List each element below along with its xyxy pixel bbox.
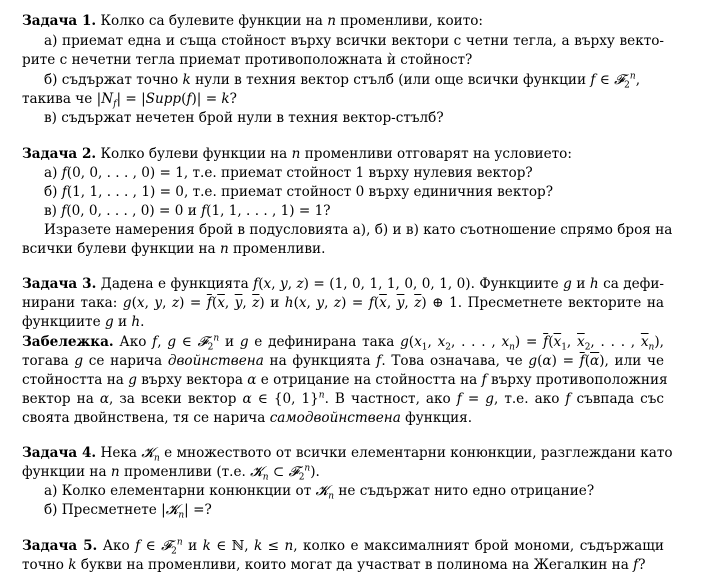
problem-4-line-4: б) Пресметнете |𝓚$_n$| =?	[44, 502, 212, 521]
problem-4-line-2: функции на n променливи (т.е. 𝓚$_n$ ⊂ 𝓕$_2^n$).	[22, 463, 320, 483]
problem-5-line-1: Задача 5. Ако f ∈ 𝓕$_2^n$ и k ∈ ℕ, k ≤ n, колко е максималният брой мономи, съдържащи	[22, 537, 664, 557]
problem-4-line-3: а) Колко елементарни конюнкции от 𝓚$_n$ не съдържат нито едно отрицание?	[44, 483, 595, 502]
problem-1-line-6: в) съдържат нечетен брой нули в техния вектор-стълб?	[44, 110, 444, 126]
problem-2-line-6: всички булеви функции на n променливи.	[22, 241, 326, 257]
note-line-4: вектор на α, за всеки вектор α ∈ {0, 1}$^n$. В частност, ако f = g, т.е. ако f съвпада със	[22, 390, 664, 407]
problem-5-line-2: точно k букви на променливи, които могат да участват в полинома на Жегалкин на f?	[22, 557, 646, 573]
note-line-2: тогава g се нарича двойнствена на функцията f. Това означава, че $g(\alpha) = \overline{f}(\overline{\alpha})$, или че	[22, 353, 665, 369]
problem-2-line-4: в) f(0, 0, . . . , 0) = 0 и f(1, 1, . . . , 1) = 1?	[44, 203, 331, 219]
problem-2-line-5: Изразете намерения брой в подусловията а), б) и в) като съотношение спрямо броя на	[44, 222, 673, 238]
problem-1-line-5: такива че $|N_f|$ = |Supp(f)| = k?	[22, 91, 237, 110]
problem-2-title: Задача 2.	[22, 146, 97, 162]
problem-3-line-1: Задача 3. Дадена е функцията f(x, y, z) = (1, 0, 1, 1, 0, 0, 1, 0). Функциите g и h са дефи-	[22, 276, 664, 292]
problem-4-line-1: Задача 4. Нека 𝓚$_n$ е множеството от всички елементарни конюнкции, разглеждани като	[22, 445, 673, 464]
problem-1-line-3: рите с нечетни тегла приемат противоположната ѝ стойност?	[22, 52, 473, 68]
problem-3-title: Задача 3.	[22, 276, 97, 292]
note-line-5: своята двойнствена, тя се нарича самодвойнствена функция.	[22, 410, 473, 426]
problem-5-title: Задача 5.	[22, 538, 98, 554]
problem-1-line-4: б) съдържат точно k нули в техния вектор стълб (или още всички функции f ∈ 𝓕$_2^n$,	[44, 71, 641, 91]
note-line-1: Забележка. Ако f, g ∈ 𝓕$_2^n$ и g е дефинирана така $g(x_1$, $x_2$, . . . , $x_n) = \overline{f}(\overline{x}_1$, $\overline{x}_2$, . . . , $\overline{x}_n$),	[22, 333, 664, 353]
problem-1-title: Задача 1.	[22, 13, 97, 29]
problem-4-title: Задача 4.	[22, 445, 97, 461]
problem-3-line-2: нирани така: g(x, y, $z) = \overline{f}(\overline{x}$, $\overline{y}$, $\overline{z}$) и h(x, y, $z) = f(\overline{x}$, $\overline{y}$, $\overline{z}$) ⊕ 1. Пресметнете векторите на	[22, 295, 665, 311]
problem-3-line-3: функциите g и h.	[22, 314, 145, 330]
problem-2-line-1: Задача 2. Колко булеви функции на n променливи отговарят на условието:	[22, 146, 572, 162]
note-line-3: стойността на g върху вектора α е отрицание на стойността на f върху противоположния	[22, 372, 668, 388]
problem-1-line-1: Задача 1. Колко са булевите функции на n променливи, които:	[22, 13, 483, 29]
note-title: Забележка.	[22, 334, 114, 350]
problem-2-line-2: а) f(0, 0, . . . , 0) = 1, т.е. приемат стойност 1 върху нулевия вектор?	[44, 165, 533, 181]
problem-1-line-2: а) приемат една и съща стойност върху всички вектори с четни тегла, а върху векто-	[44, 33, 664, 49]
problem-2-line-3: б) f(1, 1, . . . , 1) = 0, т.е. приемат стойност 0 върху единичния вектор?	[44, 184, 554, 200]
